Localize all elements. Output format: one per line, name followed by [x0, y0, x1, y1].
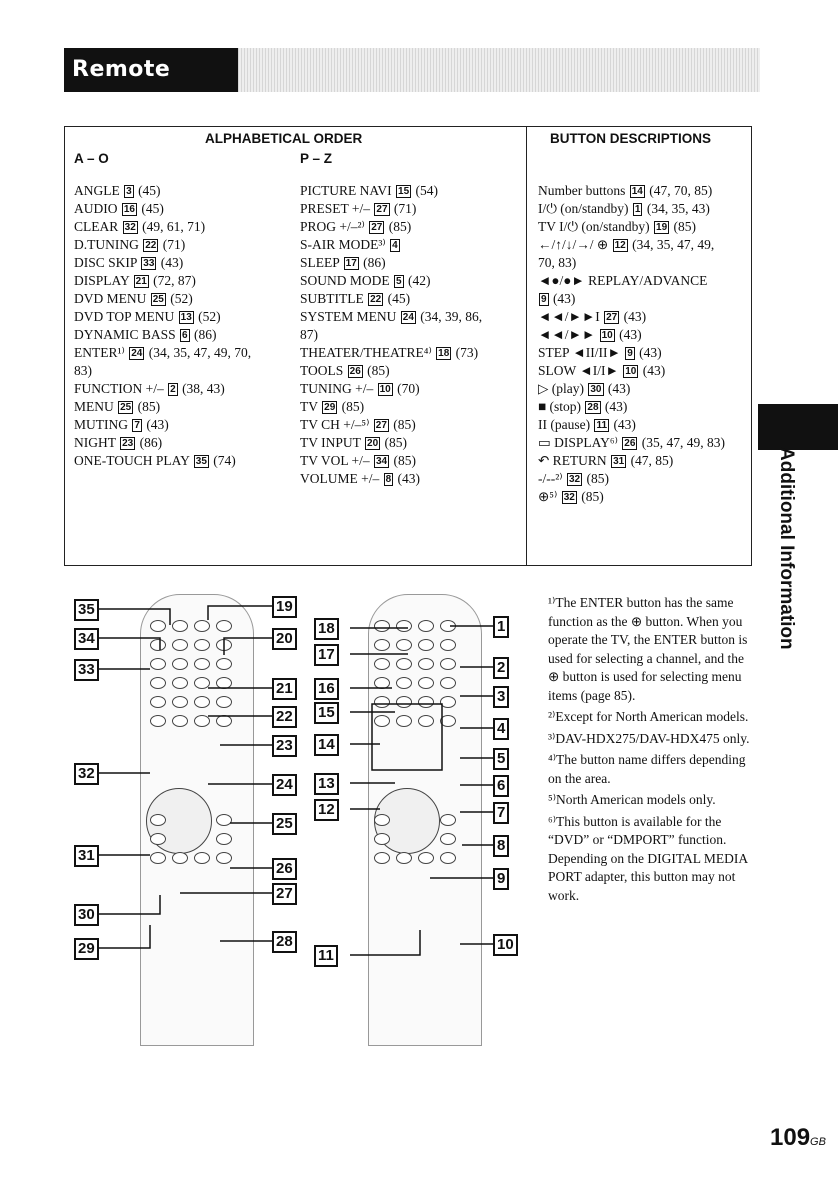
entry-pages: (42) — [404, 273, 431, 288]
callout-label: 9 — [493, 868, 509, 890]
footnotes — [548, 594, 758, 908]
entry-label: ◄●/●► REPLAY/ADVANCE — [538, 273, 708, 288]
callout-number-box: 32 — [563, 492, 575, 503]
callout-number-box: 21 — [135, 276, 147, 287]
entry-label: ↶ RETURN — [538, 453, 611, 468]
entry-pages: (85) — [363, 363, 390, 378]
callout-number-box: 12 — [614, 240, 626, 251]
callout-number-box: 23 — [122, 438, 134, 449]
entry-label: SUBTITLE — [300, 291, 368, 306]
entry-label: Number buttons — [538, 183, 629, 198]
entry-label: TV CH +/–⁵⁾ — [300, 417, 373, 432]
entry-label: PRESET +/– — [300, 201, 374, 216]
callout-number-box: 35 — [195, 456, 207, 467]
subheader-p-z: P – Z — [300, 151, 333, 166]
entry-pages: (34, 39, 86, — [416, 309, 483, 324]
callout-number-box: 22 — [145, 240, 157, 251]
callout-number-box: 20 — [367, 438, 379, 449]
entry-pages: (43) — [549, 291, 576, 306]
entry-label: ◄◄/►►I — [538, 309, 604, 324]
entry-pages: (34, 35, 47, 49, 70, — [145, 345, 252, 360]
entry-pages: (38, 43) — [178, 381, 225, 396]
callout-label: 35 — [74, 599, 99, 621]
callout-number-box: 3 — [126, 186, 132, 197]
entry-label: 70, 83) — [538, 255, 577, 270]
callout-number-box: 6 — [182, 330, 188, 341]
entry-pages: (85) — [385, 219, 412, 234]
header-alphabetical: ALPHABETICAL ORDER — [205, 131, 363, 146]
callout-number-box: 10 — [625, 366, 637, 377]
entry-label: S-AIR MODE³⁾ — [300, 237, 390, 252]
callout-number-box: 13 — [180, 312, 192, 323]
entry-pages: (72, 87) — [149, 273, 196, 288]
callout-number-box: 1 — [634, 204, 641, 215]
entry-label: DVD TOP MENU — [74, 309, 178, 324]
entry-label: 83) — [74, 363, 92, 378]
callout-label: 20 — [272, 628, 297, 650]
entry-label: NIGHT — [74, 435, 120, 450]
callout-label: 31 — [74, 845, 99, 867]
callout-label: 10 — [493, 934, 518, 956]
callout-label: 32 — [74, 763, 99, 785]
callout-label: 28 — [272, 931, 297, 953]
callout-number-box: 31 — [613, 456, 625, 467]
callout-label: 11 — [314, 945, 338, 967]
side-tab-label: Additional Information — [776, 447, 797, 650]
footnote: ³⁾DAV-HDX275/DAV-HDX475 only. — [548, 730, 750, 746]
entry-label: ■ (stop) — [538, 399, 585, 414]
callout-number-box: 2 — [170, 384, 176, 395]
entry-label: ◄◄/►► — [538, 327, 599, 342]
entry-pages: (43) — [620, 309, 647, 324]
callout-label: 25 — [272, 813, 297, 835]
entry-label: TOOLS — [300, 363, 347, 378]
entry-pages: (47, 85) — [627, 453, 674, 468]
callout-label: 6 — [493, 775, 509, 797]
entry-label: ←/↑/↓/→/ ⊕ — [538, 237, 612, 252]
entry-label: D.TUNING — [74, 237, 143, 252]
entry-pages: (45) — [138, 201, 164, 216]
entry-label: ▷ (play) — [538, 381, 588, 396]
callout-label: 33 — [74, 659, 99, 681]
callout-label: 26 — [272, 858, 297, 880]
entry-label: 87) — [300, 327, 318, 342]
callout-label: 19 — [272, 596, 297, 618]
callout-number-box: 24 — [402, 312, 414, 323]
entry-pages: (71) — [159, 237, 186, 252]
callout-number-box: 28 — [587, 402, 599, 413]
entry-label: ENTER¹⁾ — [74, 345, 129, 360]
entry-label: II (pause) — [538, 417, 594, 432]
callout-label: 3 — [493, 686, 509, 708]
callout-label: 5 — [493, 748, 509, 770]
callout-number-box: 9 — [541, 294, 547, 305]
entry-pages: (43) — [601, 399, 628, 414]
entry-label: STEP ◄II/II► — [538, 345, 625, 360]
callout-label: 23 — [272, 735, 297, 757]
callout-label: 21 — [272, 678, 297, 700]
entry-label: THEATER/THEATRE⁴⁾ — [300, 345, 436, 360]
entry-pages: (43) — [639, 363, 666, 378]
entry-pages: (85) — [577, 489, 604, 504]
entry-label: SLEEP — [300, 255, 343, 270]
entry-pages: (85) — [134, 399, 161, 414]
entry-pages: (52) — [166, 291, 193, 306]
entry-label: DISPLAY — [74, 273, 133, 288]
callout-number-box: 10 — [379, 384, 391, 395]
callout-number-box: 33 — [143, 258, 155, 269]
callout-number-box: 15 — [398, 186, 410, 197]
entry-pages: (45) — [384, 291, 411, 306]
callout-number-box: 26 — [624, 438, 636, 449]
entry-pages: (85) — [670, 219, 697, 234]
entry-label: SYSTEM MENU — [300, 309, 400, 324]
footnote: ⁴⁾The button name differs depending on the area. — [548, 752, 746, 786]
callout-number-box: 10 — [601, 330, 613, 341]
entry-label: VOLUME +/– — [300, 471, 383, 486]
callout-label: 13 — [314, 773, 339, 795]
callout-number-box: 8 — [385, 474, 392, 485]
entry-pages: (85) — [381, 435, 408, 450]
callout-number-box: 24 — [131, 348, 143, 359]
callout-number-box: 18 — [438, 348, 450, 359]
entry-label: DISC SKIP — [74, 255, 141, 270]
entry-pages: (52) — [194, 309, 221, 324]
entry-pages: (34, 35, 47, 49, — [628, 237, 715, 252]
callout-number-box: 27 — [376, 204, 388, 215]
callout-number-box: 25 — [152, 294, 164, 305]
entry-label: ⊕⁵⁾ — [538, 489, 561, 504]
entry-pages: (86) — [136, 435, 163, 450]
entry-pages: (43) — [610, 417, 636, 432]
entry-label: ▭ DISPLAY⁶⁾ — [538, 435, 622, 450]
callout-number-box: 4 — [392, 240, 398, 251]
callout-number-box: 32 — [568, 474, 581, 485]
footnote: ²⁾Except for North American models. — [548, 709, 749, 724]
entry-pages: (54) — [412, 183, 439, 198]
page-number-value: 109 — [770, 1124, 811, 1151]
entry-pages: (43) — [604, 381, 631, 396]
callout-number-box: 29 — [324, 402, 336, 413]
entry-label: PROG +/–²⁾ — [300, 219, 369, 234]
entry-pages: (74) — [209, 453, 236, 468]
entry-pages: (85) — [389, 417, 416, 432]
callout-label: 7 — [493, 802, 509, 824]
callout-label: 15 — [314, 702, 339, 724]
entry-pages: (71) — [390, 201, 417, 216]
entry-label: TV INPUT — [300, 435, 365, 450]
callout-number-box: 32 — [124, 222, 136, 233]
callout-number-box: 9 — [627, 348, 633, 359]
entry-label: DVD MENU — [74, 291, 150, 306]
entry-label: TV — [300, 399, 322, 414]
entry-label: AUDIO — [74, 201, 121, 216]
header-descriptions: BUTTON DESCRIPTIONS — [550, 131, 712, 146]
callout-label: 16 — [314, 678, 339, 700]
callout-number-box: 26 — [349, 366, 361, 377]
callout-label: 12 — [314, 799, 339, 821]
callout-label: 4 — [493, 718, 509, 740]
entry-label: MUTING — [74, 417, 132, 432]
entry-label: SLOW ◄I/I► — [538, 363, 623, 378]
entry-pages: (49, 61, 71) — [138, 219, 206, 234]
callout-label: 34 — [74, 628, 99, 650]
callout-number-box: 17 — [345, 258, 357, 269]
callout-label: 30 — [74, 904, 99, 926]
callout-label: 17 — [314, 644, 339, 666]
page-number — [770, 1124, 826, 1152]
entry-label: I/⏻ (on/standby) — [538, 201, 632, 216]
subheader-a-o: A – O — [74, 151, 109, 166]
entry-label: -/--²⁾ — [538, 471, 566, 486]
entry-pages: (43) — [635, 345, 662, 360]
callout-label: 8 — [493, 835, 509, 857]
entry-label: TV I/⏻ (on/standby) — [538, 219, 654, 234]
entry-pages: (85) — [338, 399, 365, 414]
entry-pages: (86) — [190, 327, 217, 342]
entry-label: PICTURE NAVI — [300, 183, 396, 198]
callout-label: 24 — [272, 774, 297, 796]
callout-number-box: 19 — [656, 222, 668, 233]
entry-pages: (86) — [359, 255, 386, 270]
callout-number-box: 14 — [631, 186, 643, 197]
callout-label: 27 — [272, 883, 297, 905]
entry-pages: (34, 35, 43) — [643, 201, 710, 216]
entry-pages: (73) — [452, 345, 479, 360]
entry-label: TV VOL +/– — [300, 453, 373, 468]
entry-pages: (43) — [157, 255, 184, 270]
entry-label: SOUND MODE — [300, 273, 394, 288]
entry-pages: (85) — [583, 471, 609, 486]
callout-number-box: 27 — [606, 312, 618, 323]
entry-pages: (43) — [394, 471, 421, 486]
footnote: ¹⁾The ENTER button has the same function as the ⊕ button. When you operate the TV, the ENTER button is used for selecting a channel, and the ⊕ button is used for selecting menu items (page 85). — [548, 595, 748, 703]
side-tab-label-container — [770, 447, 802, 650]
entry-pages: (43) — [142, 417, 169, 432]
page-title: Remote control — [64, 48, 238, 92]
callout-number-box: 5 — [396, 276, 402, 287]
callout-label: 14 — [314, 734, 339, 756]
callout-number-box: 7 — [134, 420, 140, 431]
callout-label: 22 — [272, 706, 297, 728]
entry-label: ONE-TOUCH PLAY — [74, 453, 193, 468]
entry-label: TUNING +/– — [300, 381, 377, 396]
callout-number-box: 11 — [596, 420, 608, 431]
entry-label: DYNAMIC BASS — [74, 327, 180, 342]
callout-number-box: 25 — [120, 402, 132, 413]
callout-number-box: 34 — [376, 456, 388, 467]
callout-number-box: 30 — [590, 384, 602, 395]
callout-label: 18 — [314, 618, 339, 640]
callout-label: 2 — [493, 657, 509, 679]
page-number-suffix: GB — [810, 1136, 826, 1148]
entry-pages: (35, 47, 49, 83) — [638, 435, 726, 450]
entry-label: ANGLE — [74, 183, 124, 198]
entry-pages: (47, 70, 85) — [645, 183, 713, 198]
callout-label: 1 — [493, 616, 509, 638]
entry-pages: (43) — [615, 327, 642, 342]
entry-label: CLEAR — [74, 219, 122, 234]
entry-pages: (85) — [390, 453, 416, 468]
callout-number-box: 27 — [371, 222, 383, 233]
callout-label: 29 — [74, 938, 99, 960]
entry-label: FUNCTION +/– — [74, 381, 168, 396]
callout-number-box: 22 — [370, 294, 382, 305]
footnote: ⁵⁾North American models only. — [548, 792, 716, 807]
footnote: ⁶⁾This button is available for the “DVD” or “DMPORT” function. Depending on the DIGITAL MEDIA PORT adapter, this button may not work. — [548, 813, 748, 903]
section-tab-marker — [758, 404, 838, 450]
entry-pages: (70) — [393, 381, 420, 396]
callout-number-box: 16 — [123, 204, 135, 215]
entry-pages: (45) — [134, 183, 161, 198]
entry-label: MENU — [74, 399, 118, 414]
callout-number-box: 27 — [375, 420, 387, 431]
